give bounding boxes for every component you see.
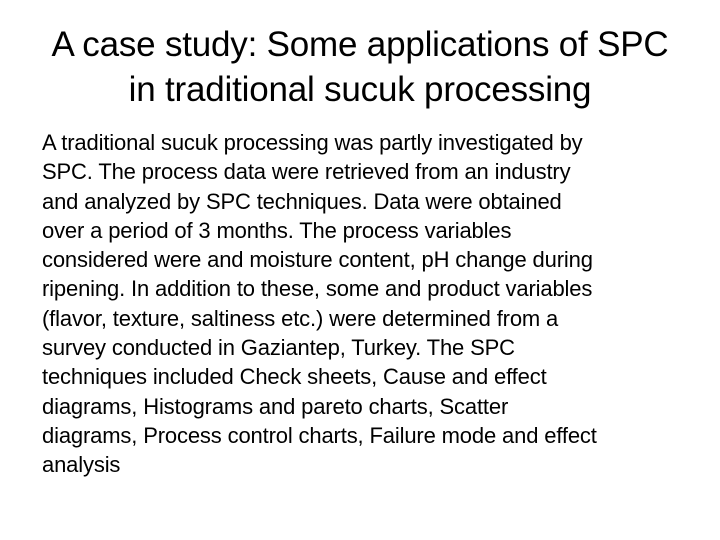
slide-body-text [42, 128, 702, 480]
body-line: ripening. In addition to these, some and product variables [42, 276, 593, 302]
body-line: over a period of 3 months. The process variables [42, 217, 512, 243]
slide-title [40, 22, 680, 112]
body-line: A traditional sucuk processing was partly investigated by [42, 130, 583, 155]
body-line: considered were and moisture content, pH change during [42, 247, 593, 273]
body-line: and analyzed by SPC techniques. Data were obtained [42, 188, 562, 214]
body-line: techniques included Check sheets, Cause and effect [42, 364, 547, 390]
body-line: SPC. The process data were retrieved from an industry [42, 159, 571, 185]
body-line: (flavor, texture, saltiness etc.) were determined from a [42, 305, 559, 331]
body-line: survey conducted in Gaziantep, Turkey. The SPC [42, 335, 515, 361]
body-line: analysis [42, 452, 121, 478]
body-line: diagrams, Process control charts, Failure mode and effect [42, 422, 597, 448]
title-line: in traditional sucuk processing [128, 70, 592, 109]
body-line: diagrams, Histograms and pareto charts, Scatter [42, 393, 509, 419]
title-line: A case study: Some applications of SPC [51, 25, 669, 64]
